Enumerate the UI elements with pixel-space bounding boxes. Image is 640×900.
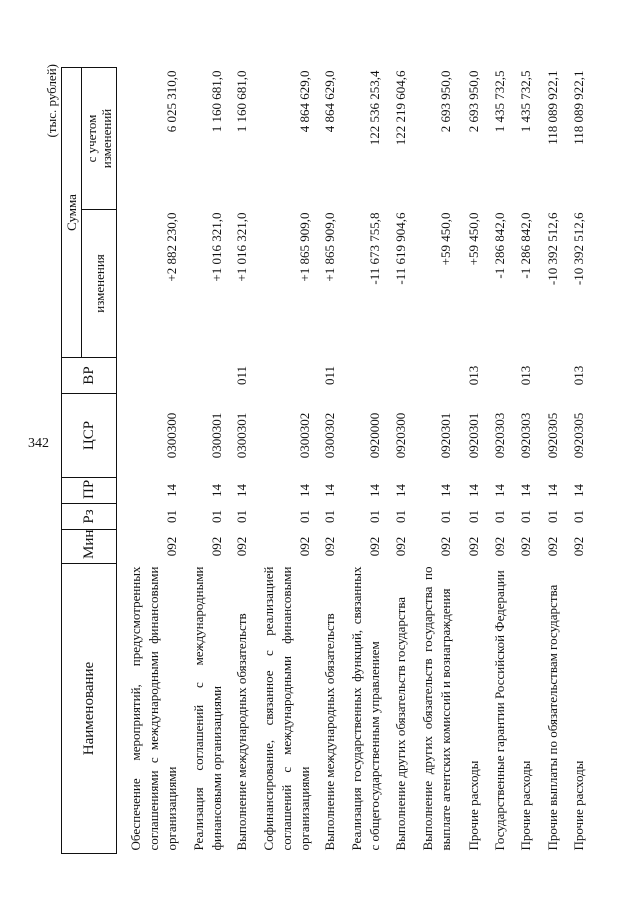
row-pr <box>251 478 314 504</box>
row-vr <box>483 358 509 394</box>
row-csr <box>226 394 251 478</box>
row-vr <box>455 358 483 394</box>
row-pr <box>509 478 535 504</box>
header-vr: ВР <box>62 358 117 394</box>
row-csr-text: 0920000 <box>367 412 382 459</box>
row-rz <box>410 504 455 530</box>
row-change-text: -10 392 512,6 <box>571 212 586 286</box>
row-rz <box>314 504 339 530</box>
row-pr-text: 14 <box>571 484 586 497</box>
row-min-text: 092 <box>466 536 481 557</box>
row-csr <box>251 394 314 478</box>
header-rz: Рз <box>62 504 117 530</box>
row-pr-text: 14 <box>234 484 249 497</box>
row-pr <box>483 478 509 504</box>
row-name-text: Выполнение международных обязательств <box>234 613 249 851</box>
table-row <box>226 68 251 854</box>
table-row <box>181 68 226 854</box>
row-change-text: -1 286 842,0 <box>492 212 507 279</box>
row-total <box>339 68 384 210</box>
row-pr <box>384 478 410 504</box>
row-total <box>562 68 588 210</box>
row-min-text: 092 <box>545 536 560 557</box>
row-vr <box>314 358 339 394</box>
row-name-text: Выполнение других обязательств государства <box>393 596 408 851</box>
row-min <box>455 530 483 564</box>
row-name <box>251 564 314 854</box>
row-pr-text: 14 <box>322 484 337 497</box>
row-change <box>562 210 588 358</box>
row-min <box>117 530 182 564</box>
row-csr-text: 0920301 <box>466 412 481 459</box>
row-min-text: 092 <box>492 536 507 557</box>
row-rz-text: 01 <box>438 510 453 523</box>
row-csr <box>535 394 562 478</box>
row-change-text: -11 673 755,8 <box>367 212 382 285</box>
row-change-text: +59 450,0 <box>466 212 481 266</box>
row-csr-text: 0300302 <box>297 412 312 459</box>
row-change-text: +1 016 321,0 <box>234 212 249 282</box>
row-name-text: Обеспечение мероприятий, предусмотренных соглашениями с международными финансовыми организациями <box>128 566 179 851</box>
row-vr <box>181 358 226 394</box>
row-min-text: 092 <box>164 536 179 557</box>
header-total <box>82 68 117 210</box>
row-change <box>509 210 535 358</box>
row-name <box>339 564 384 854</box>
row-csr-text: 0300301 <box>209 412 224 459</box>
row-min <box>251 530 314 564</box>
row-pr <box>117 478 182 504</box>
row-pr <box>562 478 588 504</box>
row-name <box>562 564 588 854</box>
row-name <box>226 564 251 854</box>
row-rz-text: 01 <box>393 510 408 523</box>
row-name <box>314 564 339 854</box>
row-pr-text: 14 <box>492 484 507 497</box>
row-csr-text: 0300300 <box>164 412 179 459</box>
row-vr <box>251 358 314 394</box>
table-row <box>384 68 410 854</box>
row-change-text: +1 865 909,0 <box>322 212 337 282</box>
row-vr <box>535 358 562 394</box>
table-body <box>117 68 589 854</box>
row-min-text: 092 <box>297 536 312 557</box>
row-pr-text: 14 <box>545 484 560 497</box>
row-csr-text: 0300301 <box>234 412 249 459</box>
table-row <box>483 68 509 854</box>
row-pr-text: 14 <box>466 484 481 497</box>
row-change-text: +1 016 321,0 <box>209 212 224 282</box>
table-row <box>314 68 339 854</box>
row-rz-text: 01 <box>571 510 586 523</box>
row-total-text: 1 435 732,5 <box>492 70 507 133</box>
row-change <box>181 210 226 358</box>
table-row <box>251 68 314 854</box>
row-pr <box>339 478 384 504</box>
row-pr-text: 14 <box>438 484 453 497</box>
row-total <box>251 68 314 210</box>
row-csr <box>314 394 339 478</box>
row-min-text: 092 <box>322 536 337 557</box>
row-rz <box>117 504 182 530</box>
table-row <box>410 68 455 854</box>
row-change-text: -10 392 512,6 <box>545 212 560 286</box>
row-rz-text: 01 <box>297 510 312 523</box>
row-vr <box>384 358 410 394</box>
row-name <box>483 564 509 854</box>
row-min <box>181 530 226 564</box>
table-row <box>509 68 535 854</box>
row-pr <box>226 478 251 504</box>
row-total-text: 1 160 681,0 <box>234 70 249 133</box>
row-name-text: Реализация соглашений с международными финансовыми организациями <box>191 566 224 851</box>
row-csr <box>509 394 535 478</box>
row-name-text: Прочие расходы <box>518 760 533 851</box>
row-vr <box>509 358 535 394</box>
row-total-text: 118 089 922,1 <box>545 70 560 145</box>
row-rz <box>384 504 410 530</box>
row-rz-text: 01 <box>234 510 249 523</box>
row-min-text: 092 <box>518 536 533 557</box>
row-total-text: 122 536 253,4 <box>367 70 382 146</box>
row-vr <box>339 358 384 394</box>
row-min-text: 092 <box>438 536 453 557</box>
row-name-text: Реализация государственных функций, связанных с общегосударственным управлением <box>349 566 382 851</box>
row-total <box>314 68 339 210</box>
table-row <box>117 68 182 854</box>
row-change <box>314 210 339 358</box>
row-total-text: 2 693 950,0 <box>438 70 453 133</box>
row-change <box>226 210 251 358</box>
budget-table <box>61 67 588 854</box>
row-total <box>509 68 535 210</box>
row-pr <box>314 478 339 504</box>
row-min <box>384 530 410 564</box>
row-min-text: 092 <box>393 536 408 557</box>
row-vr <box>117 358 182 394</box>
row-total <box>455 68 483 210</box>
row-csr <box>483 394 509 478</box>
row-vr-text: 011 <box>234 365 249 386</box>
row-change <box>535 210 562 358</box>
row-csr-text: 0920300 <box>393 412 408 459</box>
row-change <box>339 210 384 358</box>
row-min <box>535 530 562 564</box>
rotated-page <box>40 58 600 868</box>
row-min <box>562 530 588 564</box>
row-rz-text: 01 <box>518 510 533 523</box>
row-total <box>410 68 455 210</box>
page-number: 342 <box>28 436 49 451</box>
row-vr-text: 011 <box>322 365 337 386</box>
row-pr <box>410 478 455 504</box>
row-change-text: -1 286 842,0 <box>518 212 533 279</box>
row-min <box>314 530 339 564</box>
row-rz <box>339 504 384 530</box>
row-name-text: Прочие выплаты по обязательствам государства <box>545 584 560 851</box>
header-csr: ЦСР <box>62 394 117 478</box>
row-rz-text: 01 <box>367 510 382 523</box>
row-min <box>483 530 509 564</box>
row-total-text: 1 160 681,0 <box>209 70 224 133</box>
row-total <box>117 68 182 210</box>
row-rz-text: 01 <box>209 510 224 523</box>
row-rz-text: 01 <box>492 510 507 523</box>
row-pr <box>535 478 562 504</box>
row-change <box>483 210 509 358</box>
row-csr <box>117 394 182 478</box>
row-rz <box>455 504 483 530</box>
row-vr <box>226 358 251 394</box>
row-change <box>410 210 455 358</box>
header-sum: Сумма <box>62 68 82 358</box>
row-min <box>509 530 535 564</box>
table-row <box>339 68 384 854</box>
units-label: (тыс. рублей) <box>44 64 59 138</box>
row-pr-text: 14 <box>393 484 408 497</box>
row-csr <box>181 394 226 478</box>
row-pr-text: 14 <box>518 484 533 497</box>
row-change-text: +59 450,0 <box>438 212 453 266</box>
row-rz <box>483 504 509 530</box>
header-pr: ПР <box>62 478 117 504</box>
row-min-text: 092 <box>209 536 224 557</box>
row-name <box>410 564 455 854</box>
row-change <box>455 210 483 358</box>
row-change-text: +1 865 909,0 <box>297 212 312 282</box>
row-name <box>181 564 226 854</box>
row-csr <box>455 394 483 478</box>
row-min-text: 092 <box>571 536 586 557</box>
row-csr-text: 0920301 <box>438 412 453 459</box>
row-change-text: +2 882 230,0 <box>164 212 179 282</box>
row-vr <box>562 358 588 394</box>
row-csr-text: 0300302 <box>322 412 337 459</box>
header-change: изменения <box>82 210 117 358</box>
row-total-text: 122 219 604,6 <box>393 70 408 146</box>
row-rz <box>562 504 588 530</box>
row-min <box>339 530 384 564</box>
row-name-text: Прочие расходы <box>466 760 481 851</box>
row-csr-text: 0920305 <box>545 412 560 459</box>
row-change <box>384 210 410 358</box>
row-vr-text: 013 <box>571 365 586 386</box>
header-min: Мин <box>62 530 117 564</box>
header-total-line1: с учетом <box>84 114 99 163</box>
row-vr <box>410 358 455 394</box>
row-name-text: Прочие расходы <box>571 760 586 851</box>
row-csr <box>562 394 588 478</box>
row-rz <box>226 504 251 530</box>
row-csr-text: 0920303 <box>492 412 507 459</box>
row-pr-text: 14 <box>164 484 179 497</box>
row-change <box>117 210 182 358</box>
table-header <box>62 68 117 854</box>
row-total <box>181 68 226 210</box>
row-change <box>251 210 314 358</box>
row-pr <box>455 478 483 504</box>
row-total-text: 4 864 629,0 <box>322 70 337 133</box>
row-csr-text: 0920303 <box>518 412 533 459</box>
row-min-text: 092 <box>367 536 382 557</box>
row-total-text: 118 089 922,1 <box>571 70 586 145</box>
row-name-text: Выполнение других обязательств государства по выплате агентских комиссий и вознаграждения <box>420 566 453 851</box>
row-pr-text: 14 <box>209 484 224 497</box>
table-row <box>455 68 483 854</box>
row-rz-text: 01 <box>322 510 337 523</box>
row-total <box>535 68 562 210</box>
row-name-text: Выполнение международных обязательств <box>322 613 337 851</box>
row-name-text: Государственные гарантии Российской Федерации <box>492 570 507 851</box>
row-csr <box>339 394 384 478</box>
row-pr <box>181 478 226 504</box>
row-rz <box>535 504 562 530</box>
row-rz <box>251 504 314 530</box>
row-name <box>117 564 182 854</box>
row-total-text: 6 025 310,0 <box>164 70 179 133</box>
header-name: Наименование <box>62 564 117 854</box>
row-total-text: 4 864 629,0 <box>297 70 312 133</box>
row-min <box>410 530 455 564</box>
row-csr <box>384 394 410 478</box>
table-row <box>535 68 562 854</box>
row-vr-text: 013 <box>466 365 481 386</box>
row-rz-text: 01 <box>164 510 179 523</box>
row-rz-text: 01 <box>466 510 481 523</box>
row-total-text: 1 435 732,5 <box>518 70 533 133</box>
row-name <box>509 564 535 854</box>
row-name-text: Софинансирование, связанное с реализацией соглашений с международными финансовыми организациями <box>261 566 312 851</box>
row-total <box>384 68 410 210</box>
row-total-text: 2 693 950,0 <box>466 70 481 133</box>
row-total <box>226 68 251 210</box>
row-csr-text: 0920305 <box>571 412 586 459</box>
row-name <box>535 564 562 854</box>
row-pr-text: 14 <box>367 484 382 497</box>
row-pr-text: 14 <box>297 484 312 497</box>
row-name <box>455 564 483 854</box>
row-csr <box>410 394 455 478</box>
row-rz <box>509 504 535 530</box>
row-name <box>384 564 410 854</box>
row-change-text: -11 619 904,6 <box>393 212 408 285</box>
table-row <box>562 68 588 854</box>
row-total <box>483 68 509 210</box>
row-rz-text: 01 <box>545 510 560 523</box>
row-rz <box>181 504 226 530</box>
row-vr-text: 013 <box>518 365 533 386</box>
row-min <box>226 530 251 564</box>
row-min-text: 092 <box>234 536 249 557</box>
header-total-line2: изменений <box>99 108 114 169</box>
